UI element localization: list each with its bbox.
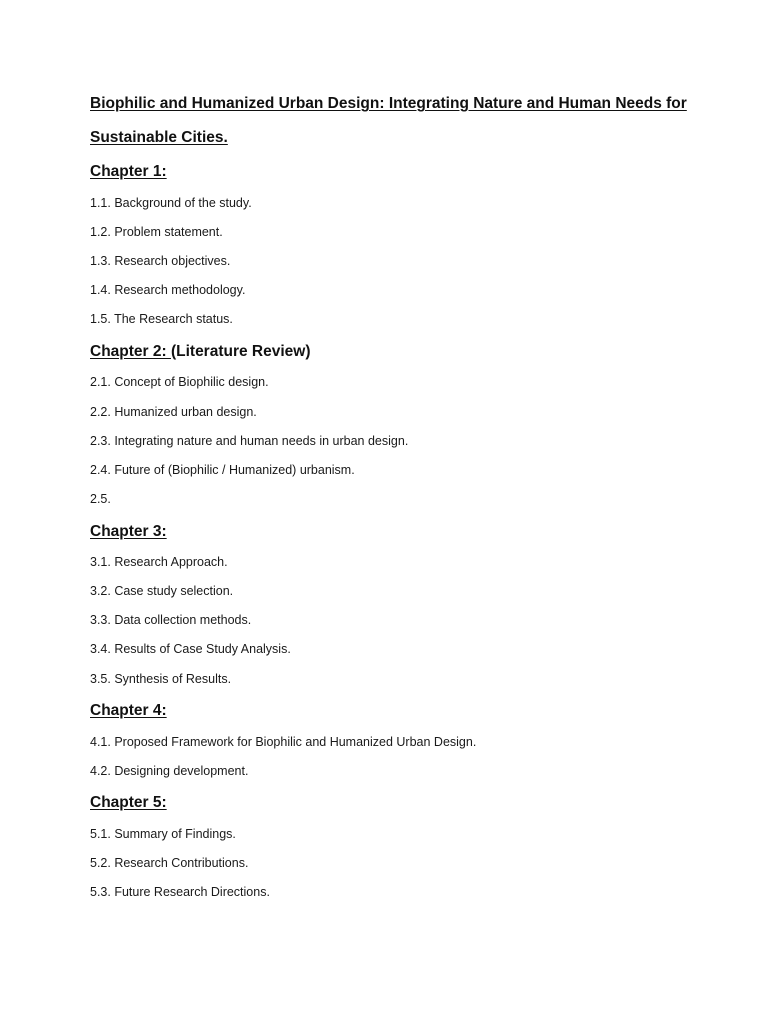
chapter-1-item: 1.5. The Research status.: [90, 312, 233, 326]
chapter-4-label: Chapter 4:: [90, 702, 167, 719]
chapter-2-item: 2.2. Humanized urban design.: [90, 405, 257, 419]
chapter-3-item: 3.3. Data collection methods.: [90, 613, 252, 627]
chapter-5-label: Chapter 5:: [90, 794, 167, 811]
chapter-1-label: Chapter 1:: [90, 163, 167, 180]
chapter-5-heading: [90, 794, 167, 812]
chapter-4-heading: [90, 702, 167, 720]
chapter-3-item: 3.5. Synthesis of Results.: [90, 672, 232, 686]
chapter-3-item: 3.1. Research Approach.: [90, 555, 228, 569]
document-title-line-1: Biophilic and Humanized Urban Design: Integrating Nature and Human Needs for: [90, 95, 687, 112]
chapter-1-item: 1.3. Research objectives.: [90, 254, 231, 268]
chapter-4-item: 4.1. Proposed Framework for Biophilic and Humanized Urban Design.: [90, 735, 477, 749]
chapter-2-item: 2.5.: [90, 492, 111, 506]
chapter-4-item: 4.2. Designing development.: [90, 764, 249, 778]
chapter-2-subtitle: (Literature Review): [170, 343, 311, 360]
chapter-2-item: 2.3. Integrating nature and human needs in urban design.: [90, 434, 409, 448]
chapter-2-heading: [90, 343, 311, 361]
chapter-3-label: Chapter 3:: [90, 523, 167, 540]
chapter-3-heading: [90, 523, 167, 541]
chapter-1-item: 1.4. Research methodology.: [90, 283, 246, 297]
chapter-3-item: 3.2. Case study selection.: [90, 584, 234, 598]
document-title-line-2: Sustainable Cities.: [90, 129, 228, 146]
chapter-1-heading: [90, 163, 167, 181]
chapter-5-item: 5.1. Summary of Findings.: [90, 827, 236, 841]
chapter-2-label: Chapter 2:: [90, 343, 171, 360]
chapter-2-item: 2.1. Concept of Biophilic design.: [90, 375, 269, 389]
chapter-5-item: 5.2. Research Contributions.: [90, 856, 249, 870]
chapter-3-item: 3.4. Results of Case Study Analysis.: [90, 642, 291, 656]
chapter-5-item: 5.3. Future Research Directions.: [90, 885, 270, 899]
chapter-1-item: 1.1. Background of the study.: [90, 196, 252, 210]
chapter-1-item: 1.2. Problem statement.: [90, 225, 223, 239]
chapter-2-item: 2.4. Future of (Biophilic / Humanized) urbanism.: [90, 463, 355, 477]
